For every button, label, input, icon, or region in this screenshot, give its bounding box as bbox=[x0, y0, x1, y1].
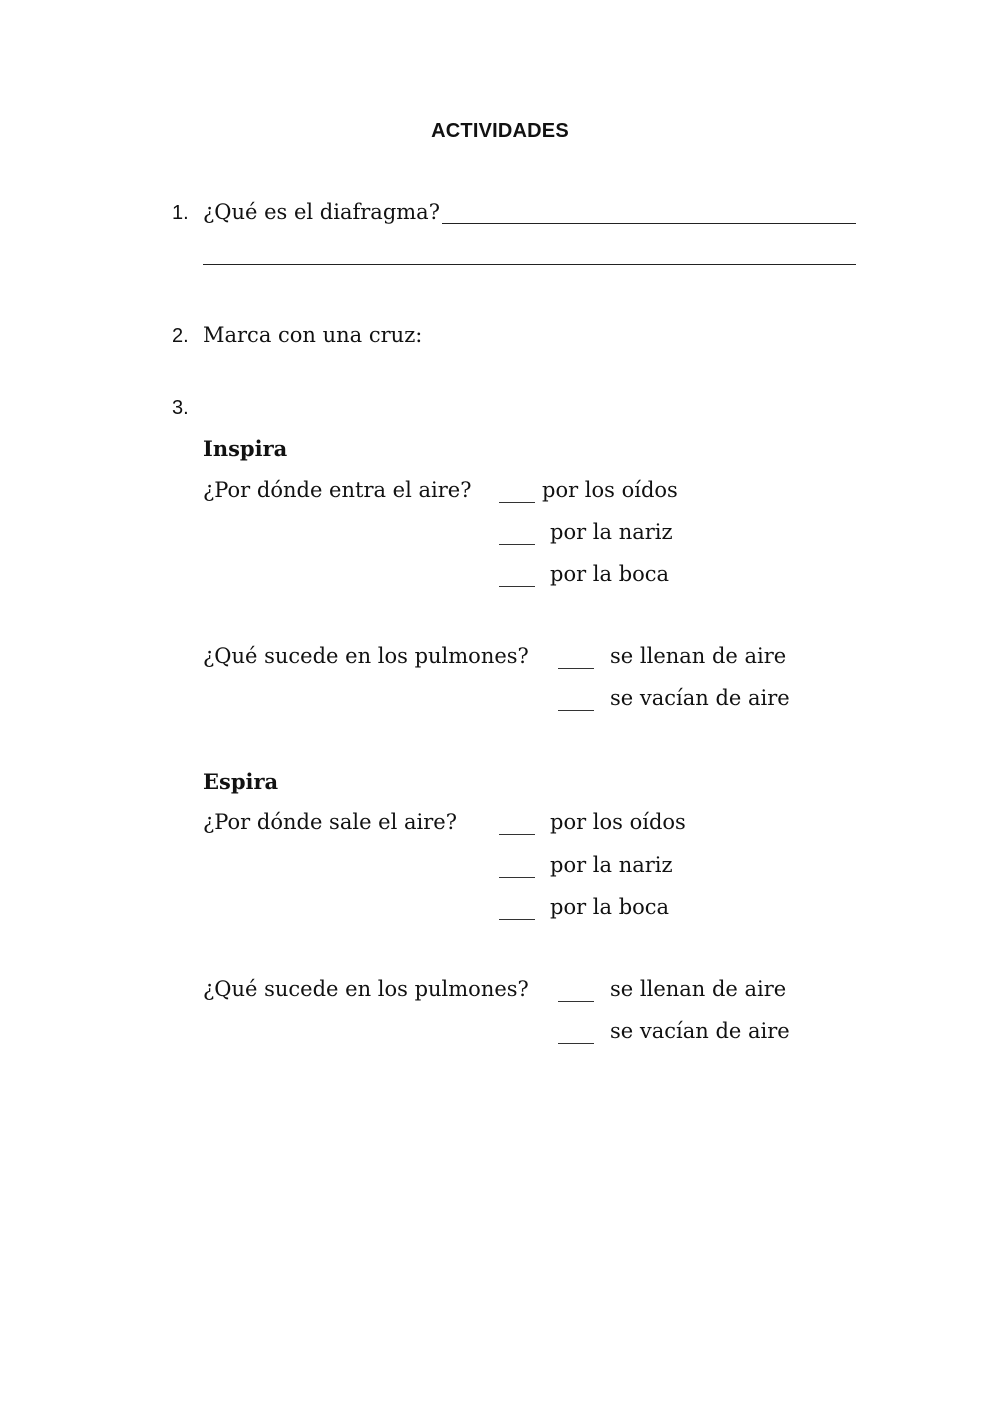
checkbox-blank[interactable] bbox=[499, 544, 535, 545]
espira-lungs-question: ¿Qué sucede en los pulmones? bbox=[203, 977, 529, 1001]
checkbox-blank[interactable] bbox=[558, 1001, 594, 1002]
question-1-text: ¿Qué es el diafragma? bbox=[203, 200, 440, 224]
espira-heading: Espira bbox=[203, 769, 279, 794]
option-label: se llenan de aire bbox=[610, 644, 787, 668]
option-label: se llenan de aire bbox=[610, 977, 787, 1001]
option-label: por los oídos bbox=[542, 478, 678, 502]
answer-line-1[interactable] bbox=[442, 223, 856, 224]
answer-line-2[interactable] bbox=[203, 264, 856, 265]
inspira-lungs-question: ¿Qué sucede en los pulmones? bbox=[203, 644, 529, 668]
option-label: por la boca bbox=[550, 895, 670, 919]
inspira-heading: Inspira bbox=[203, 436, 288, 461]
question-2-number: 2. bbox=[172, 325, 189, 347]
checkbox-blank[interactable] bbox=[499, 502, 535, 503]
checkbox-blank[interactable] bbox=[499, 834, 535, 835]
espira-air-question: ¿Por dónde sale el aire? bbox=[203, 810, 457, 834]
option-label: por la boca bbox=[550, 562, 670, 586]
option-label: se vacían de aire bbox=[610, 686, 790, 710]
question-1-number: 1. bbox=[172, 202, 189, 224]
question-2-text: Marca con una cruz: bbox=[203, 323, 423, 347]
page-title: ACTIVIDADES bbox=[431, 120, 569, 142]
checkbox-blank[interactable] bbox=[499, 919, 535, 920]
option-label: por la nariz bbox=[550, 520, 673, 544]
question-3-number: 3. bbox=[172, 397, 189, 419]
inspira-air-question: ¿Por dónde entra el aire? bbox=[203, 478, 472, 502]
checkbox-blank[interactable] bbox=[558, 668, 594, 669]
checkbox-blank[interactable] bbox=[558, 1043, 594, 1044]
option-label: se vacían de aire bbox=[610, 1019, 790, 1043]
option-label: por los oídos bbox=[550, 810, 686, 834]
option-label: por la nariz bbox=[550, 853, 673, 877]
checkbox-blank[interactable] bbox=[558, 710, 594, 711]
checkbox-blank[interactable] bbox=[499, 877, 535, 878]
checkbox-blank[interactable] bbox=[499, 586, 535, 587]
